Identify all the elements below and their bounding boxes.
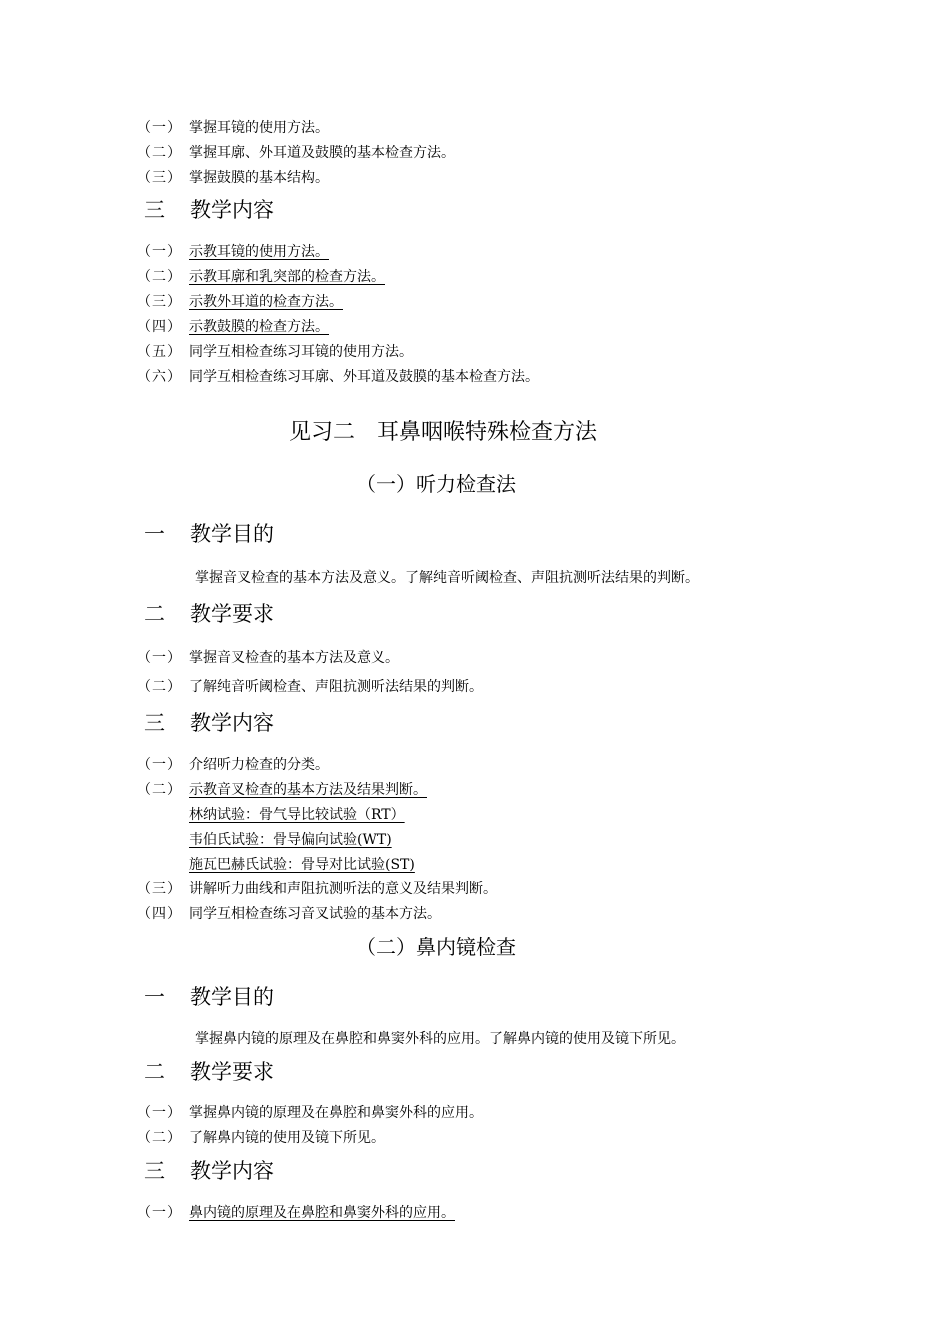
list-item: 同学互相检查练习耳廓、外耳道及鼓膜的基本检查方法。 <box>189 369 539 385</box>
list-item: 了解鼻内镜的使用及镜下所见。 <box>189 1130 385 1146</box>
list-item: 示教外耳道的检查方法。 <box>189 294 343 310</box>
list-item: 了解纯音听阈检查、声阻抗测听法结果的判断。 <box>189 679 483 695</box>
list-item: 示教耳廓和乳突部的检查方法。 <box>189 269 385 285</box>
section-title: 教学目的 <box>190 522 274 546</box>
list-number: （二） <box>137 679 182 695</box>
list-number: （一） <box>137 1205 182 1221</box>
list-number: （一） <box>137 244 182 260</box>
list-number: （三） <box>137 881 182 897</box>
list-number: （六） <box>137 369 182 385</box>
sub-item: 韦伯氏试验：骨导偏向试验(WT) <box>189 832 392 848</box>
section-number: 二 <box>144 602 165 626</box>
sub-item: 林纳试验：骨气导比较试验（RT） <box>189 807 405 823</box>
paragraph: 掌握音叉检查的基本方法及意义。了解纯音听阈检查、声阻抗测听法结果的判断。 <box>195 570 699 586</box>
part-title: （二）鼻内镜检查 <box>356 935 516 959</box>
list-item: 示教耳镜的使用方法。 <box>189 244 329 260</box>
list-item: 同学互相检查练习耳镜的使用方法。 <box>189 344 413 360</box>
list-number: （一） <box>137 650 182 666</box>
list-item: 讲解听力曲线和声阻抗测听法的意义及结果判断。 <box>189 881 497 897</box>
list-number: （三） <box>137 170 182 186</box>
list-number: （五） <box>137 344 182 360</box>
list-number: （二） <box>137 782 182 798</box>
chapter-title: 见习二 耳鼻咽喉特殊检查方法 <box>289 420 598 445</box>
list-number: （一） <box>137 1105 182 1121</box>
list-item: 掌握音叉检查的基本方法及意义。 <box>189 650 399 666</box>
list-number: （一） <box>137 757 182 773</box>
section-title: 教学要求 <box>190 1060 274 1084</box>
list-item: 示教音叉检查的基本方法及结果判断。 <box>189 782 427 798</box>
list-item: 掌握鼻内镜的原理及在鼻腔和鼻窦外科的应用。 <box>189 1105 483 1121</box>
section-title: 教学内容 <box>190 1159 274 1183</box>
list-number: （二） <box>137 269 182 285</box>
list-number: （三） <box>137 294 182 310</box>
section-number: 三 <box>144 1159 165 1183</box>
paragraph: 掌握鼻内镜的原理及在鼻腔和鼻窦外科的应用。了解鼻内镜的使用及镜下所见。 <box>195 1031 685 1047</box>
section-number: 三 <box>144 711 165 735</box>
section-number: 二 <box>144 1060 165 1084</box>
list-number: （二） <box>137 1130 182 1146</box>
list-number: （四） <box>137 906 182 922</box>
list-item: 掌握耳廓、外耳道及鼓膜的基本检查方法。 <box>189 145 455 161</box>
list-number: （一） <box>137 120 182 136</box>
list-item: 鼻内镜的原理及在鼻腔和鼻窦外科的应用。 <box>189 1205 455 1221</box>
list-item: 同学互相检查练习音叉试验的基本方法。 <box>189 906 441 922</box>
section-title: 教学内容 <box>190 198 274 222</box>
section-number: 一 <box>144 522 165 546</box>
list-item: 掌握耳镜的使用方法。 <box>189 120 329 136</box>
list-number: （二） <box>137 145 182 161</box>
part-title: （一）听力检查法 <box>356 472 516 496</box>
list-number: （四） <box>137 319 182 335</box>
section-title: 教学内容 <box>190 711 274 735</box>
list-item: 掌握鼓膜的基本结构。 <box>189 170 329 186</box>
list-item: 介绍听力检查的分类。 <box>189 757 329 773</box>
section-number: 三 <box>144 198 165 222</box>
section-title: 教学目的 <box>190 985 274 1009</box>
list-item: 示教鼓膜的检查方法。 <box>189 319 329 335</box>
section-title: 教学要求 <box>190 602 274 626</box>
section-number: 一 <box>144 985 165 1009</box>
sub-item: 施瓦巴赫氏试验：骨导对比试验(ST) <box>189 857 415 873</box>
